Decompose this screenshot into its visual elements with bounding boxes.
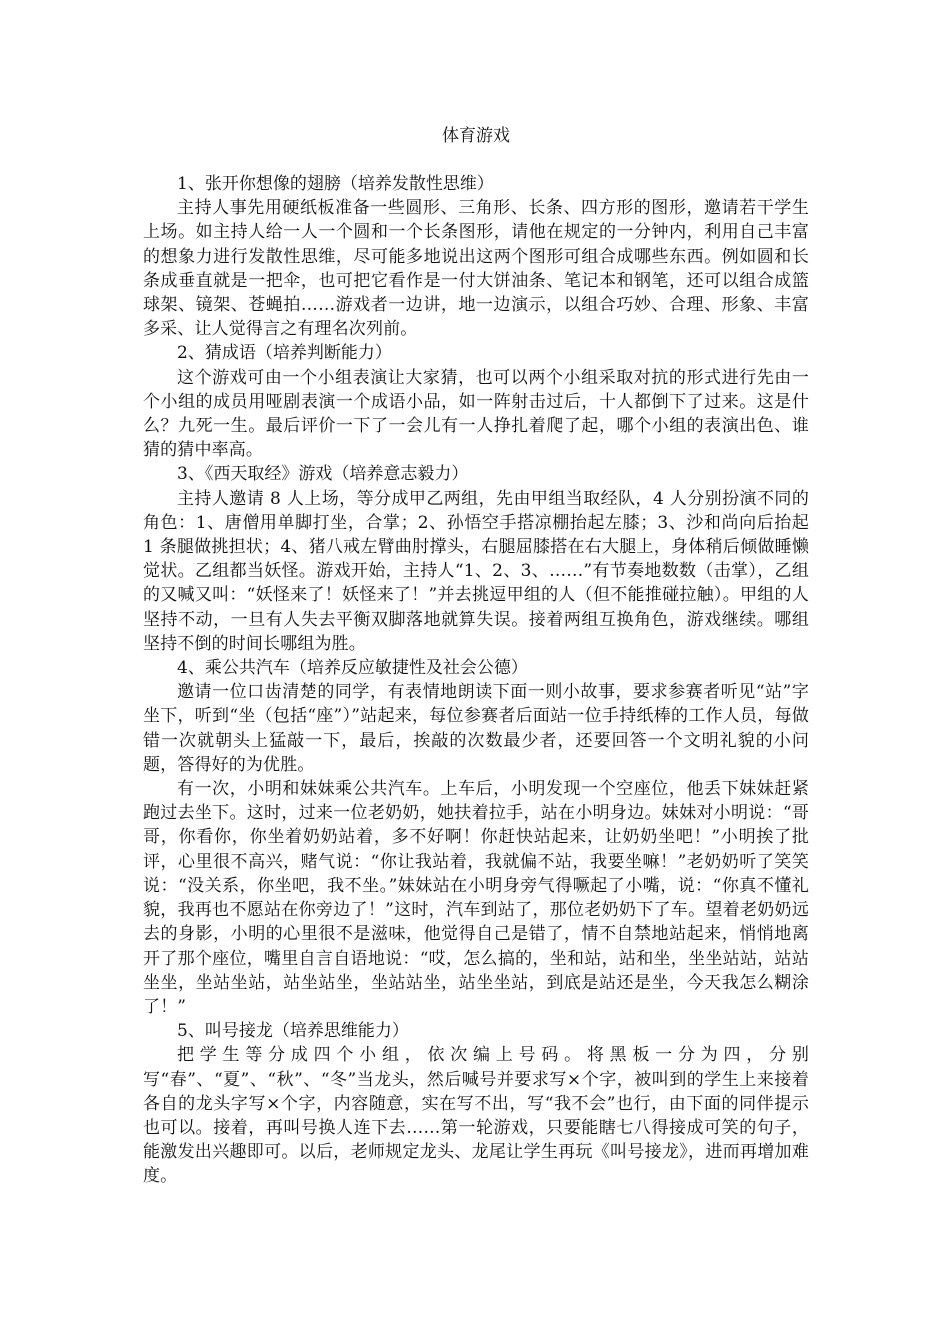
section-3 xyxy=(143,462,809,656)
section-4 xyxy=(143,656,809,1019)
section-paragraph: 主持人邀请 8 人上场，等分成甲乙两组，先由甲组当取经队，4 人分别扮演不同的角色：1、唐僧用单脚打坐，合掌；2、孙悟空手搭凉棚抬起左膝；3、沙和尚向后抬起 1 条腿做挑担状；4、猪八戒左臂曲肘撑头，右腿屈膝搭在右大腿上，身体稍后倾做睡懒觉状。乙组都当妖怪。游戏开始，主持人“1、2、3、……”有节奏地数数（击掌），乙组的又喊又叫：“妖怪来了！妖怪来了！”并去挑逗甲组的人（但不能推碰拉触）。甲组的人坚持不动，一旦有人失去平衡双脚落地就算失误。接着两组互换角色，游戏继续。哪组坚持不倒的时间长哪组为胜。 xyxy=(143,488,809,654)
section-heading: 2、猜成语（培养判断能力） xyxy=(177,343,392,364)
section-1 xyxy=(143,172,809,341)
section-paragraph: 邀请一位口齿清楚的同学，有表情地朗读下面一则小故事，要求参赛者听见“站”字坐下，听到“坐（包括“座”）”站起来，每位参赛者后面站一位手持纸棒的工作人员，每做错一次就朝头上猛敲一下，最后，挨敲的次数最少者，还要回答一个文明礼貌的小问题，答得好的为优胜。 xyxy=(143,682,809,775)
section-heading: 3、《西天取经》游戏（培养意志毅力） xyxy=(177,464,469,485)
section-paragraph: 这个游戏可由一个小组表演让大家猜，也可以两个小组采取对抗的形式进行先由一个小组的成员用哑剧表演一个成语小品，如一阵射击过后，十人都倒下了过来。这是什么？九死一生。最后评价一下了一会儿有一人挣扎着爬了起，哪个小组的表演出色、谁猜的猜中率高。 xyxy=(143,367,809,461)
document-page xyxy=(143,124,809,1189)
document-title: 体育游戏 xyxy=(442,126,510,146)
section-paragraph: 把学生等分成四个小组，依次编上号码。将黑板一分为四，分别写“春”、“夏”、“秋”、“冬”当龙头，然后喊号并要求写×个字，被叫到的学生上来接着各自的龙头字写×个字，内容随意，实在写不出，写“我不会”也行，由下面的同伴提示也可以。接着，再叫号换人连下去……第一轮游戏，只要能瞎七八得接成可笑的句子，能激发出兴趣即可。以后，老师规定龙头、龙尾让学生再玩《叫号接龙》，进而再增加难度。 xyxy=(143,1045,809,1187)
section-heading: 4、乘公共汽车（培养反应敏捷性及社会公德） xyxy=(177,658,528,679)
section-paragraph: 主持人事先用硬纸板准备一些圆形、三角形、长条、四方形的图形，邀请若干学生上场。如主持人给一人一个圆和一个长条图形，请他在规定的一分钟内，利用自己丰富的想象力进行发散性思维，尽可能多地说出这两个图形可组合成哪些东西。例如圆和长条成垂直就是一把伞，也可把它看作是一付大饼油条、笔记本和钢笔，还可以组合成篮球架、镜架、苍蝇拍……游戏者一边讲，地一边演示，以组合巧妙、合理、形象、丰富多采、让人觉得言之有理名次列前。 xyxy=(143,198,809,340)
section-heading: 1、张开你想像的翅膀（培养发散性思维） xyxy=(177,174,494,194)
section-2 xyxy=(143,341,809,462)
section-heading: 5、叫号接龙（培养思维能力） xyxy=(177,1021,409,1042)
section-5 xyxy=(143,1019,809,1188)
story-paragraph: 有一次，小明和妹妹乘公共汽车。上车后，小明发现一个空座位，他丢下妹妹赶紧跑过去坐下。这时，过来一位老奶奶，她扶着拉手，站在小明身边。妹妹对小明说：“哥哥，你看你，你坐着奶奶站着，多不好啊！你赶快站起来，让奶奶坐吧！”小明挨了批评，心里很不高兴，赌气说：“你让我站着，我就偏不站，我要坐嘛！”老奶奶听了笑笑说：“没关系，你坐吧，我不坐。”妹妹站在小明身旁气得噘起了小嘴，说：“你真不懂礼貌，我再也不愿站在你旁边了！”这时，汽车到站了，那位老奶奶下了车。望着老奶奶远去的身影，小明的心里很不是滋味，他觉得自己是错了，情不自禁地站起来，悄悄地离开了那个座位，嘴里自言自语地说：“哎，怎么搞的，坐和站，站和坐，坐坐站站，站站坐坐，坐站坐站，站坐站坐，坐站站坐，站坐坐站，到底是站还是坐，今天我怎么糊涂了！” xyxy=(143,779,809,1017)
